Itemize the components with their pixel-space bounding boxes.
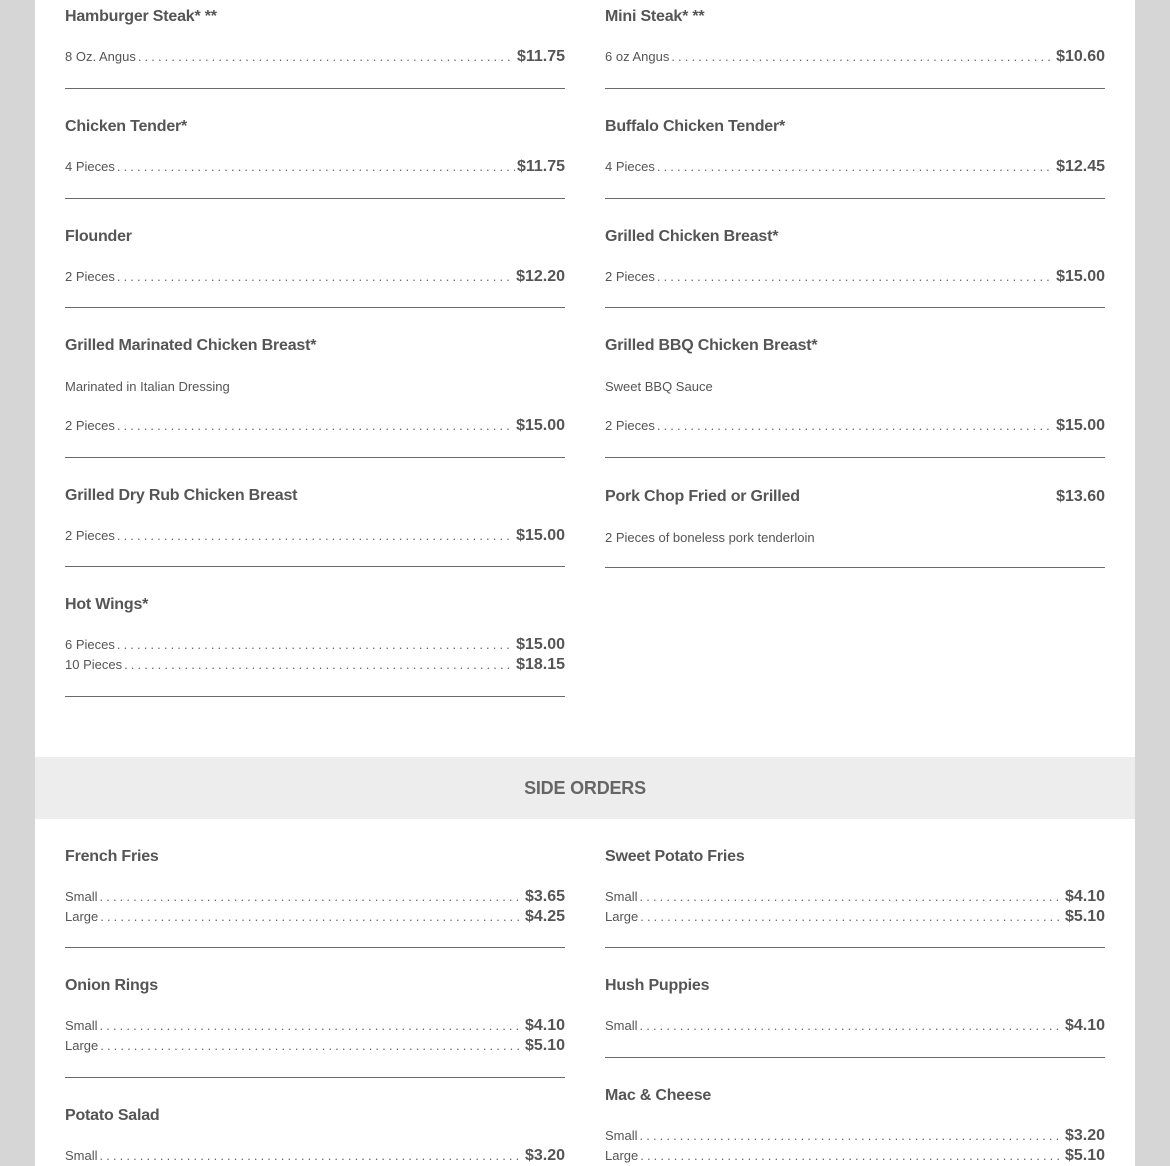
price-label: Small (65, 1148, 98, 1163)
item-name: Grilled Chicken Breast* (605, 228, 779, 245)
item-name: Chicken Tender* (65, 118, 188, 135)
dot-leader (657, 269, 1054, 284)
price-value: $11.75 (516, 158, 565, 175)
price-value: $15.00 (516, 636, 565, 653)
price-row (65, 268, 565, 288)
item-name: Grilled Dry Rub Chicken Breast (65, 487, 298, 504)
price-value: $4.10 (524, 1017, 565, 1034)
price-label: 6 oz Angus (605, 49, 670, 64)
price-label: Small (65, 889, 98, 904)
price-row (605, 48, 1105, 68)
price-value: $5.10 (1064, 908, 1105, 925)
price-label: Large (605, 909, 639, 924)
price-row (65, 158, 565, 178)
dot-leader (138, 49, 515, 64)
menu-item (65, 220, 565, 308)
item-name: Grilled BBQ Chicken Breast* (605, 337, 818, 354)
menu-item (65, 969, 565, 1078)
dot-leader (640, 1148, 1063, 1163)
price-value: $3.65 (524, 888, 565, 905)
price-row (605, 888, 1105, 908)
price-value: $3.20 (524, 1147, 565, 1164)
price-label: Large (65, 909, 99, 924)
price-label: Large (605, 1148, 639, 1163)
item-name: Mini Steak* ** (605, 8, 705, 25)
price-value: $11.75 (516, 48, 565, 65)
price-value: $5.10 (524, 1037, 565, 1054)
price-row (605, 1017, 1105, 1037)
dot-leader (124, 657, 514, 672)
item-name: Hamburger Steak* ** (65, 8, 217, 25)
price-value: $15.00 (516, 417, 565, 434)
price-row (65, 656, 565, 676)
menu-item (605, 1079, 1105, 1166)
price-row (605, 1147, 1105, 1166)
price-label: Small (605, 1018, 638, 1033)
item-name: Sweet Potato Fries (605, 848, 745, 865)
menu-item (605, 110, 1105, 199)
item-name: French Fries (65, 848, 159, 865)
price-row (605, 268, 1105, 288)
item-description: Sweet BBQ Sauce (605, 379, 713, 394)
price-label: Small (65, 1018, 98, 1033)
dot-leader (640, 1128, 1063, 1143)
price-label: Small (605, 889, 638, 904)
price-value: $4.10 (1064, 888, 1105, 905)
section-header-side-orders (35, 757, 1135, 819)
menu-item (605, 0, 1105, 89)
menu-item (65, 479, 565, 567)
price-label: 2 Pieces (605, 418, 655, 433)
menu-item (65, 840, 565, 948)
price-row (65, 417, 565, 437)
menu-page (35, 0, 1135, 1166)
dot-leader (100, 909, 523, 924)
menu-item (65, 1099, 565, 1166)
price-label: 2 Pieces (65, 528, 115, 543)
dot-leader (117, 418, 514, 433)
price-row (605, 908, 1105, 928)
price-row (65, 1037, 565, 1057)
price-row (65, 527, 565, 547)
menu-item (605, 840, 1105, 948)
price-value: $15.00 (516, 527, 565, 544)
price-row (65, 48, 565, 68)
price-label: Large (65, 1038, 99, 1053)
price-value: $10.60 (1056, 48, 1105, 65)
item-name: Mac & Cheese (605, 1087, 712, 1104)
dot-leader (117, 637, 514, 652)
price-value: $18.15 (516, 656, 565, 673)
price-label: Small (605, 1128, 638, 1143)
price-value: $12.45 (1056, 158, 1105, 175)
price-row (605, 1127, 1105, 1147)
price-label: 2 Pieces (65, 418, 115, 433)
price-value: $15.00 (1056, 417, 1105, 434)
price-value: $4.10 (1064, 1017, 1105, 1034)
item-name: Grilled Marinated Chicken Breast* (65, 337, 317, 354)
price-label: 10 Pieces (65, 657, 123, 672)
dot-leader (100, 1148, 523, 1163)
menu-item (605, 480, 1105, 568)
dot-leader (671, 49, 1054, 64)
price-row (605, 417, 1105, 437)
dot-leader (100, 1018, 523, 1033)
menu-item (605, 329, 1105, 458)
menu-item (65, 588, 565, 697)
dot-leader (657, 159, 1054, 174)
dot-leader (117, 528, 514, 543)
price-label: 2 Pieces (605, 269, 655, 284)
dot-leader (640, 909, 1063, 924)
dot-leader (640, 889, 1063, 904)
item-name: Potato Salad (65, 1107, 160, 1124)
dot-leader (657, 418, 1054, 433)
dot-leader (100, 889, 523, 904)
item-description: 2 Pieces of boneless pork tenderloin (605, 530, 815, 545)
price-row (605, 158, 1105, 178)
price-row (65, 888, 565, 908)
price-value: $4.25 (524, 908, 565, 925)
dot-leader (117, 269, 514, 284)
item-name: Hot Wings* (65, 596, 149, 613)
price-value: $3.20 (1064, 1127, 1105, 1144)
item-name: Buffalo Chicken Tender* (605, 118, 786, 135)
price-label: 2 Pieces (65, 269, 115, 284)
price-row (65, 908, 565, 928)
price-row (65, 636, 565, 656)
dot-leader (117, 159, 515, 174)
price-value: $13.60 (1056, 488, 1105, 505)
price-row (65, 1017, 565, 1037)
price-label: 8 Oz. Angus (65, 49, 136, 64)
menu-item (65, 0, 565, 89)
section-title: SIDE ORDERS (524, 778, 646, 798)
dot-leader (100, 1038, 523, 1053)
menu-item (605, 969, 1105, 1058)
item-description: Marinated in Italian Dressing (65, 379, 230, 394)
menu-item (65, 329, 565, 458)
menu-item (65, 110, 565, 199)
price-value: $12.20 (516, 268, 565, 285)
price-value: $15.00 (1056, 268, 1105, 285)
price-row (65, 1147, 565, 1166)
price-label: 4 Pieces (65, 159, 115, 174)
item-name: Pork Chop Fried or Grilled (605, 488, 800, 505)
price-label: 4 Pieces (605, 159, 655, 174)
menu-item (605, 220, 1105, 308)
dot-leader (640, 1018, 1063, 1033)
item-name: Flounder (65, 228, 132, 245)
price-label: 6 Pieces (65, 637, 115, 652)
item-name: Onion Rings (65, 977, 158, 994)
item-name: Hush Puppies (605, 977, 710, 994)
price-value: $5.10 (1064, 1147, 1105, 1164)
